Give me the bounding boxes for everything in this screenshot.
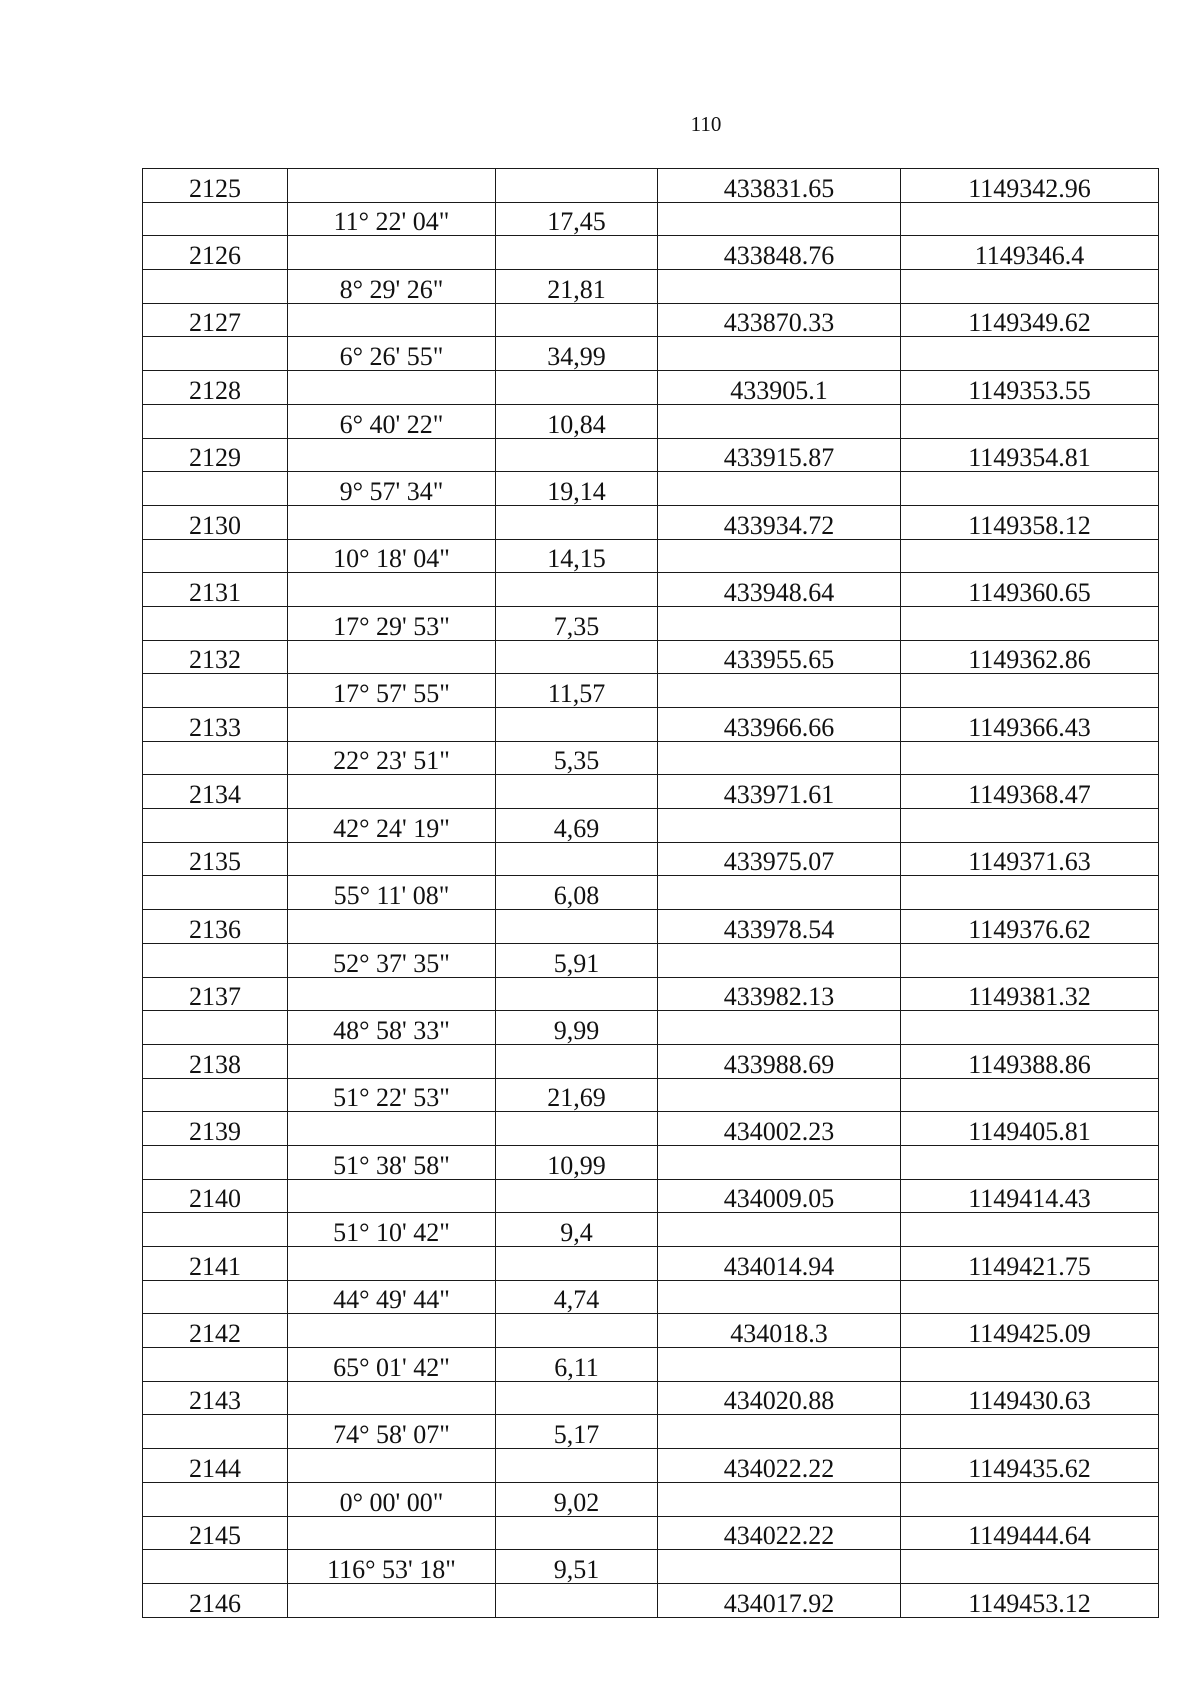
angle-cell [288, 1583, 496, 1617]
distance-cell: 6,08 [496, 876, 658, 910]
angle-cell: 42° 24' 19" [288, 809, 496, 843]
distance-cell [496, 438, 658, 472]
point-number-cell [143, 1348, 288, 1382]
angle-cell [288, 438, 496, 472]
distance-cell [496, 910, 658, 944]
distance-cell: 9,4 [496, 1213, 658, 1247]
distance-cell: 10,99 [496, 1145, 658, 1179]
point-number-cell: 2144 [143, 1449, 288, 1483]
segment-row [143, 270, 1159, 304]
x-coordinate-cell: 433978.54 [658, 910, 901, 944]
angle-cell [288, 977, 496, 1011]
angle-cell: 22° 23' 51" [288, 741, 496, 775]
point-number-cell [143, 404, 288, 438]
distance-cell [496, 775, 658, 809]
x-coordinate-cell [658, 606, 901, 640]
y-coordinate-cell: 1149435.62 [901, 1449, 1159, 1483]
x-coordinate-cell [658, 1348, 901, 1382]
point-number-cell: 2136 [143, 910, 288, 944]
x-coordinate-cell [658, 943, 901, 977]
point-number-cell [143, 1280, 288, 1314]
x-coordinate-cell [658, 1011, 901, 1045]
angle-cell: 6° 26' 55" [288, 337, 496, 371]
angle-cell: 51° 38' 58" [288, 1145, 496, 1179]
y-coordinate-cell [901, 741, 1159, 775]
x-coordinate-cell: 433870.33 [658, 303, 901, 337]
segment-row [143, 943, 1159, 977]
distance-cell [496, 1044, 658, 1078]
y-coordinate-cell: 1149358.12 [901, 505, 1159, 539]
angle-cell: 65° 01' 42" [288, 1348, 496, 1382]
angle-cell: 116° 53' 18" [288, 1550, 496, 1584]
angle-cell [288, 1516, 496, 1550]
distance-cell [496, 708, 658, 742]
y-coordinate-cell: 1149425.09 [901, 1314, 1159, 1348]
x-coordinate-cell: 434002.23 [658, 1112, 901, 1146]
distance-cell: 21,81 [496, 270, 658, 304]
x-coordinate-cell: 433905.1 [658, 371, 901, 405]
point-row [143, 1449, 1159, 1483]
x-coordinate-cell [658, 876, 901, 910]
point-number-cell: 2127 [143, 303, 288, 337]
distance-cell: 11,57 [496, 674, 658, 708]
point-number-cell [143, 202, 288, 236]
y-coordinate-cell [901, 472, 1159, 506]
page-number: 110 [690, 112, 722, 136]
y-coordinate-cell [901, 1078, 1159, 1112]
point-number-cell [143, 270, 288, 304]
point-number-cell [143, 741, 288, 775]
x-coordinate-cell [658, 539, 901, 573]
y-coordinate-cell [901, 337, 1159, 371]
distance-cell: 6,11 [496, 1348, 658, 1382]
segment-row [143, 1011, 1159, 1045]
y-coordinate-cell: 1149430.63 [901, 1381, 1159, 1415]
point-row [143, 1583, 1159, 1617]
angle-cell: 52° 37' 35" [288, 943, 496, 977]
distance-cell [496, 371, 658, 405]
distance-cell: 5,91 [496, 943, 658, 977]
y-coordinate-cell [901, 1348, 1159, 1382]
x-coordinate-cell: 433982.13 [658, 977, 901, 1011]
y-coordinate-cell [901, 270, 1159, 304]
point-number-cell [143, 472, 288, 506]
point-number-cell: 2137 [143, 977, 288, 1011]
distance-cell [496, 1381, 658, 1415]
segment-row [143, 1145, 1159, 1179]
x-coordinate-cell: 433915.87 [658, 438, 901, 472]
y-coordinate-cell: 1149366.43 [901, 708, 1159, 742]
y-coordinate-cell: 1149342.96 [901, 169, 1159, 203]
x-coordinate-cell: 434014.94 [658, 1247, 901, 1281]
point-row [143, 708, 1159, 742]
point-number-cell [143, 1482, 288, 1516]
distance-cell [496, 236, 658, 270]
angle-cell [288, 842, 496, 876]
angle-cell [288, 505, 496, 539]
angle-cell [288, 910, 496, 944]
angle-cell [288, 775, 496, 809]
x-coordinate-cell: 434022.22 [658, 1449, 901, 1483]
segment-row [143, 337, 1159, 371]
x-coordinate-cell: 433955.65 [658, 640, 901, 674]
distance-cell [496, 1583, 658, 1617]
y-coordinate-cell: 1149453.12 [901, 1583, 1159, 1617]
distance-cell [496, 842, 658, 876]
x-coordinate-cell: 434018.3 [658, 1314, 901, 1348]
angle-cell: 51° 10' 42" [288, 1213, 496, 1247]
coordinates-table [142, 168, 1159, 1618]
point-number-cell: 2128 [143, 371, 288, 405]
point-number-cell: 2141 [143, 1247, 288, 1281]
point-row [143, 303, 1159, 337]
point-row [143, 775, 1159, 809]
x-coordinate-cell: 433848.76 [658, 236, 901, 270]
x-coordinate-cell [658, 674, 901, 708]
point-number-cell: 2139 [143, 1112, 288, 1146]
x-coordinate-cell [658, 404, 901, 438]
x-coordinate-cell: 433971.61 [658, 775, 901, 809]
point-row [143, 977, 1159, 1011]
y-coordinate-cell [901, 809, 1159, 843]
x-coordinate-cell: 434020.88 [658, 1381, 901, 1415]
x-coordinate-cell [658, 741, 901, 775]
distance-cell: 14,15 [496, 539, 658, 573]
point-number-cell: 2129 [143, 438, 288, 472]
point-row [143, 236, 1159, 270]
coordinates-table-body [143, 169, 1159, 1618]
point-number-cell: 2138 [143, 1044, 288, 1078]
angle-cell [288, 708, 496, 742]
segment-row [143, 1482, 1159, 1516]
x-coordinate-cell: 433988.69 [658, 1044, 901, 1078]
y-coordinate-cell [901, 876, 1159, 910]
distance-cell [496, 1516, 658, 1550]
segment-row [143, 404, 1159, 438]
point-number-cell [143, 1415, 288, 1449]
point-number-cell [143, 539, 288, 573]
x-coordinate-cell [658, 472, 901, 506]
angle-cell [288, 1381, 496, 1415]
x-coordinate-cell [658, 1415, 901, 1449]
point-row [143, 438, 1159, 472]
y-coordinate-cell: 1149405.81 [901, 1112, 1159, 1146]
segment-row [143, 1213, 1159, 1247]
distance-cell: 9,51 [496, 1550, 658, 1584]
point-number-cell [143, 1145, 288, 1179]
point-number-cell [143, 943, 288, 977]
angle-cell: 8° 29' 26" [288, 270, 496, 304]
x-coordinate-cell [658, 1550, 901, 1584]
point-number-cell [143, 1011, 288, 1045]
x-coordinate-cell: 433966.66 [658, 708, 901, 742]
distance-cell [496, 977, 658, 1011]
point-number-cell: 2134 [143, 775, 288, 809]
segment-row [143, 1280, 1159, 1314]
distance-cell: 4,74 [496, 1280, 658, 1314]
point-number-cell [143, 337, 288, 371]
segment-row [143, 472, 1159, 506]
x-coordinate-cell: 433975.07 [658, 842, 901, 876]
distance-cell: 21,69 [496, 1078, 658, 1112]
distance-cell [496, 1112, 658, 1146]
distance-cell [496, 1247, 658, 1281]
point-number-cell: 2140 [143, 1179, 288, 1213]
point-row [143, 640, 1159, 674]
x-coordinate-cell [658, 1145, 901, 1179]
y-coordinate-cell [901, 1482, 1159, 1516]
y-coordinate-cell: 1149368.47 [901, 775, 1159, 809]
distance-cell [496, 1314, 658, 1348]
y-coordinate-cell [901, 1213, 1159, 1247]
segment-row [143, 809, 1159, 843]
point-number-cell: 2130 [143, 505, 288, 539]
point-row [143, 1179, 1159, 1213]
point-row [143, 910, 1159, 944]
angle-cell: 0° 00' 00" [288, 1482, 496, 1516]
point-row [143, 1381, 1159, 1415]
y-coordinate-cell [901, 202, 1159, 236]
point-number-cell [143, 606, 288, 640]
segment-row [143, 876, 1159, 910]
y-coordinate-cell [901, 1280, 1159, 1314]
point-number-cell: 2146 [143, 1583, 288, 1617]
distance-cell [496, 169, 658, 203]
angle-cell: 17° 29' 53" [288, 606, 496, 640]
segment-row [143, 741, 1159, 775]
y-coordinate-cell [901, 404, 1159, 438]
angle-cell: 48° 58' 33" [288, 1011, 496, 1045]
y-coordinate-cell: 1149421.75 [901, 1247, 1159, 1281]
angle-cell [288, 640, 496, 674]
distance-cell: 7,35 [496, 606, 658, 640]
angle-cell: 11° 22' 04" [288, 202, 496, 236]
distance-cell [496, 505, 658, 539]
y-coordinate-cell: 1149360.65 [901, 573, 1159, 607]
angle-cell [288, 573, 496, 607]
distance-cell: 4,69 [496, 809, 658, 843]
angle-cell [288, 371, 496, 405]
point-number-cell [143, 1550, 288, 1584]
point-number-cell: 2133 [143, 708, 288, 742]
x-coordinate-cell [658, 809, 901, 843]
y-coordinate-cell [901, 674, 1159, 708]
x-coordinate-cell [658, 337, 901, 371]
point-number-cell [143, 1078, 288, 1112]
angle-cell [288, 169, 496, 203]
point-number-cell: 2145 [143, 1516, 288, 1550]
point-row [143, 573, 1159, 607]
segment-row [143, 539, 1159, 573]
y-coordinate-cell: 1149388.86 [901, 1044, 1159, 1078]
x-coordinate-cell [658, 1213, 901, 1247]
angle-cell: 17° 57' 55" [288, 674, 496, 708]
segment-row [143, 1078, 1159, 1112]
segment-row [143, 1348, 1159, 1382]
point-row [143, 1112, 1159, 1146]
distance-cell: 9,99 [496, 1011, 658, 1045]
y-coordinate-cell: 1149376.62 [901, 910, 1159, 944]
x-coordinate-cell [658, 1280, 901, 1314]
distance-cell: 5,35 [496, 741, 658, 775]
x-coordinate-cell: 433948.64 [658, 573, 901, 607]
angle-cell [288, 236, 496, 270]
point-number-cell [143, 1213, 288, 1247]
angle-cell [288, 1314, 496, 1348]
point-row [143, 1247, 1159, 1281]
distance-cell: 19,14 [496, 472, 658, 506]
point-number-cell: 2126 [143, 236, 288, 270]
distance-cell: 9,02 [496, 1482, 658, 1516]
distance-cell: 10,84 [496, 404, 658, 438]
y-coordinate-cell: 1149414.43 [901, 1179, 1159, 1213]
point-row [143, 1314, 1159, 1348]
x-coordinate-cell: 434017.92 [658, 1583, 901, 1617]
point-number-cell: 2143 [143, 1381, 288, 1415]
distance-cell [496, 1179, 658, 1213]
x-coordinate-cell [658, 270, 901, 304]
x-coordinate-cell [658, 1482, 901, 1516]
point-row [143, 1044, 1159, 1078]
y-coordinate-cell: 1149354.81 [901, 438, 1159, 472]
segment-row [143, 1550, 1159, 1584]
segment-row [143, 202, 1159, 236]
point-number-cell: 2142 [143, 1314, 288, 1348]
point-number-cell [143, 674, 288, 708]
segment-row [143, 674, 1159, 708]
angle-cell [288, 1112, 496, 1146]
y-coordinate-cell: 1149362.86 [901, 640, 1159, 674]
angle-cell: 9° 57' 34" [288, 472, 496, 506]
x-coordinate-cell: 433934.72 [658, 505, 901, 539]
point-number-cell: 2131 [143, 573, 288, 607]
y-coordinate-cell: 1149353.55 [901, 371, 1159, 405]
segment-row [143, 1415, 1159, 1449]
point-row [143, 371, 1159, 405]
angle-cell: 6° 40' 22" [288, 404, 496, 438]
y-coordinate-cell: 1149381.32 [901, 977, 1159, 1011]
distance-cell [496, 573, 658, 607]
angle-cell [288, 1449, 496, 1483]
distance-cell: 5,17 [496, 1415, 658, 1449]
x-coordinate-cell: 434009.05 [658, 1179, 901, 1213]
distance-cell: 34,99 [496, 337, 658, 371]
y-coordinate-cell [901, 943, 1159, 977]
x-coordinate-cell: 433831.65 [658, 169, 901, 203]
y-coordinate-cell: 1149349.62 [901, 303, 1159, 337]
distance-cell [496, 640, 658, 674]
angle-cell: 44° 49' 44" [288, 1280, 496, 1314]
point-number-cell: 2132 [143, 640, 288, 674]
point-number-cell: 2125 [143, 169, 288, 203]
y-coordinate-cell [901, 606, 1159, 640]
y-coordinate-cell [901, 1550, 1159, 1584]
distance-cell [496, 303, 658, 337]
angle-cell: 74° 58' 07" [288, 1415, 496, 1449]
y-coordinate-cell [901, 539, 1159, 573]
y-coordinate-cell: 1149371.63 [901, 842, 1159, 876]
x-coordinate-cell [658, 1078, 901, 1112]
y-coordinate-cell [901, 1011, 1159, 1045]
y-coordinate-cell: 1149444.64 [901, 1516, 1159, 1550]
angle-cell [288, 1179, 496, 1213]
x-coordinate-cell [658, 202, 901, 236]
y-coordinate-cell [901, 1415, 1159, 1449]
point-number-cell: 2135 [143, 842, 288, 876]
distance-cell [496, 1449, 658, 1483]
distance-cell: 17,45 [496, 202, 658, 236]
segment-row [143, 606, 1159, 640]
x-coordinate-cell: 434022.22 [658, 1516, 901, 1550]
point-number-cell [143, 876, 288, 910]
point-row [143, 1516, 1159, 1550]
angle-cell: 55° 11' 08" [288, 876, 496, 910]
point-row [143, 842, 1159, 876]
point-row [143, 169, 1159, 203]
angle-cell [288, 1247, 496, 1281]
angle-cell: 51° 22' 53" [288, 1078, 496, 1112]
y-coordinate-cell [901, 1145, 1159, 1179]
angle-cell: 10° 18' 04" [288, 539, 496, 573]
angle-cell [288, 303, 496, 337]
point-row [143, 505, 1159, 539]
point-number-cell [143, 809, 288, 843]
angle-cell [288, 1044, 496, 1078]
y-coordinate-cell: 1149346.4 [901, 236, 1159, 270]
